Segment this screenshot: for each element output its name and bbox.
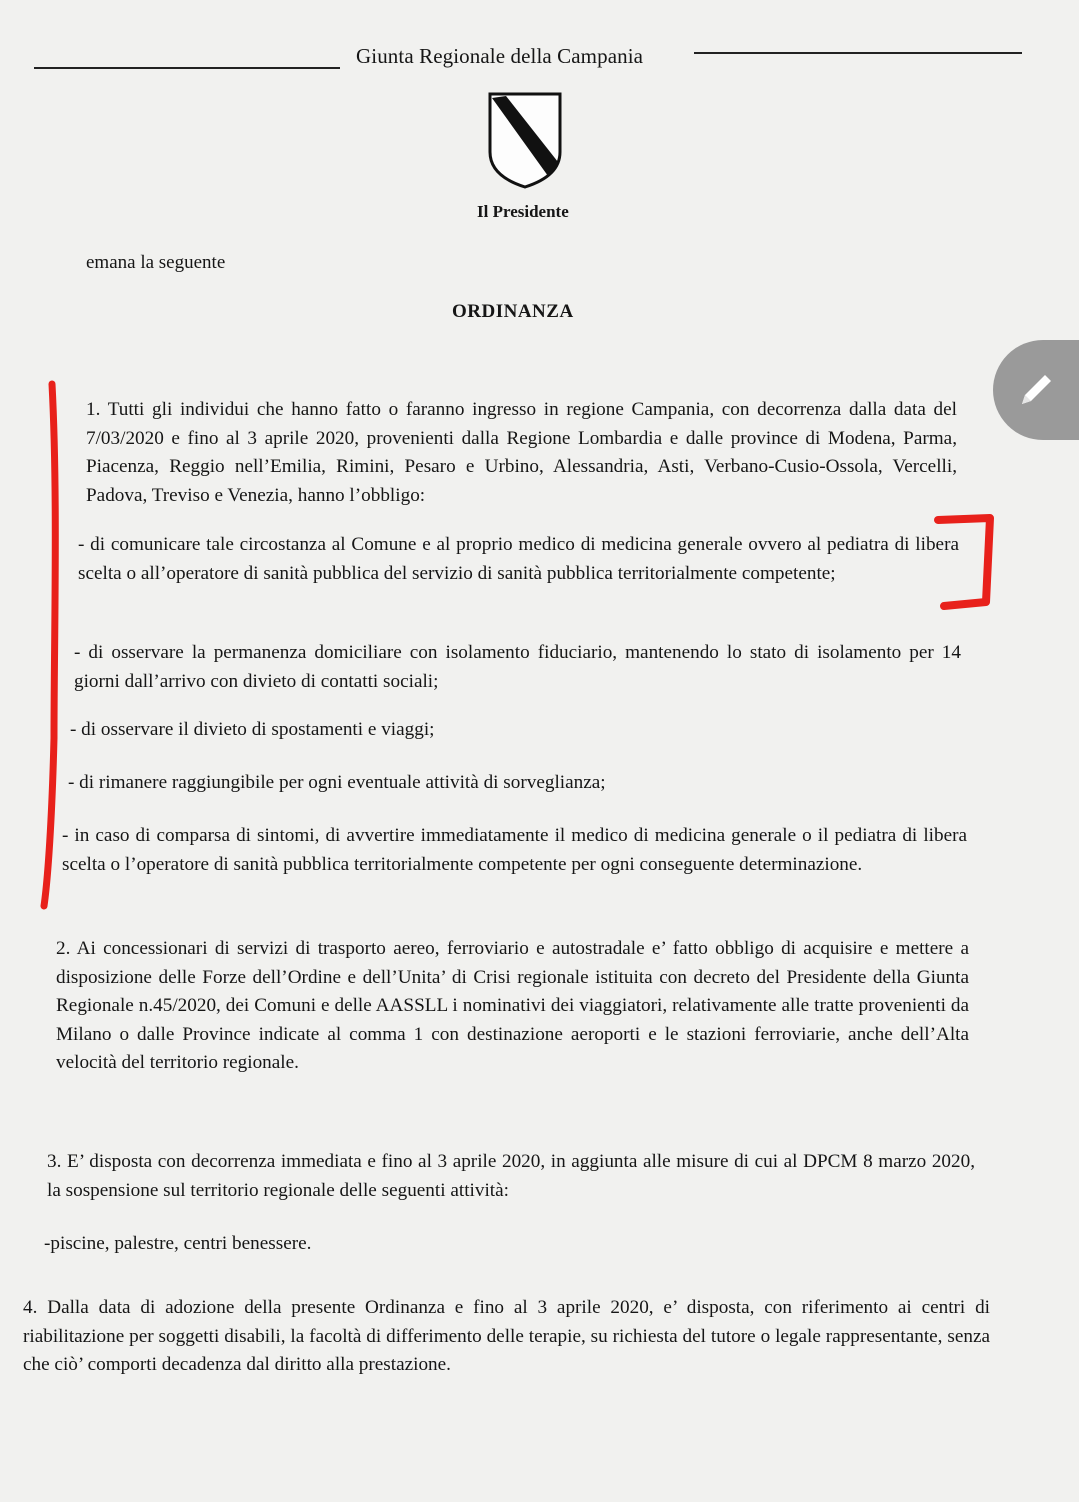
edit-button[interactable] bbox=[993, 340, 1079, 440]
item-2-text: 2. Ai concessionari di servizi di trasporto aereo, ferroviario e autostradale e’ fatto obbligo di acquisire e mettere a disposizione delle Forze dell’Ordine e dell’Unita’ di Crisi regionale istituita con decreto del Presidente della Giunta Regionale n.45/2020, dei Comuni e delle AASSLL i nominativi dei viaggiatori, relativamente alle tratte provenienti da Milano o dalle Province indicate al comma 1 con destinazione aeroporti e le stazioni ferroviarie, anche dell’Alta velocità del territorio regionale. bbox=[56, 938, 969, 1074]
pencil-icon bbox=[1014, 368, 1058, 412]
item-1-bullet: - di rimanere raggiungibile per ogni eventuale attività di sorveglianza; bbox=[68, 772, 606, 793]
item-1-bullet: - in caso di comparsa di sintomi, di avvertire immediatamente il medico di medicina generale o il pediatra di libera scelta o l’operatore di sanità pubblica territorialmente competente per ogni conseguente determinazione. bbox=[62, 825, 967, 875]
item-3-text: 3. E’ disposta con decorrenza immediata e fino al 3 aprile 2020, in aggiunta alle misure di cui al DPCM 8 marzo 2020, la sospensione sul territorio regionale delle seguenti attività: bbox=[47, 1151, 975, 1201]
header-rule-right bbox=[694, 52, 1022, 54]
item-3-bullet: -piscine, palestre, centri benessere. bbox=[44, 1233, 312, 1254]
item-4-text: 4. Dalla data di adozione della presente Ordinanza e fino al 3 aprile 2020, e’ disposta, con riferimento ai centri di riabilitazione per soggetti disabili, la facoltà di differimento delle terapie, su richiesta del tutore o legale rappresentante, senza che ciò’ comporti decadenza dal diritto alla prestazione. bbox=[23, 1297, 990, 1376]
item-1-bullet: - di comunicare tale circostanza al Comune e al proprio medico di medicina generale ovvero al pediatra di libera scelta o all’operatore di sanità pubblica del servizio di sanità pubblica territorialmente competente; bbox=[78, 534, 959, 584]
campania-crest-icon bbox=[486, 90, 564, 190]
item-1-bullet: - di osservare il divieto di spostamenti e viaggi; bbox=[70, 719, 435, 740]
header-rule-left bbox=[34, 67, 340, 69]
document-title: ORDINANZA bbox=[452, 301, 574, 322]
header-title: Giunta Regionale della Campania bbox=[356, 44, 644, 68]
item-1-text: 1. Tutti gli individui che hanno fatto o faranno ingresso in regione Campania, con decorrenza dalla data del 7/03/2020 e fino al 3 aprile 2020, provenienti dalla Regione Lombardia e dalle province di Modena, Parma, Piacenza, Reggio nell’Emilia, Rimini, Pesaro e Urbino, Alessandria, Asti, Verbano-Cusio-Ossola, Vercelli, Padova, Treviso e Venezia, hanno l’obbligo: bbox=[86, 399, 957, 506]
president-label: Il Presidente bbox=[477, 202, 569, 221]
intro-text: emana la seguente bbox=[86, 252, 226, 273]
item-1-bullet: - di osservare la permanenza domiciliare con isolamento fiduciario, mantenendo lo stato di isolamento per 14 giorni dall’arrivo con divieto di contatti sociali; bbox=[74, 642, 961, 692]
